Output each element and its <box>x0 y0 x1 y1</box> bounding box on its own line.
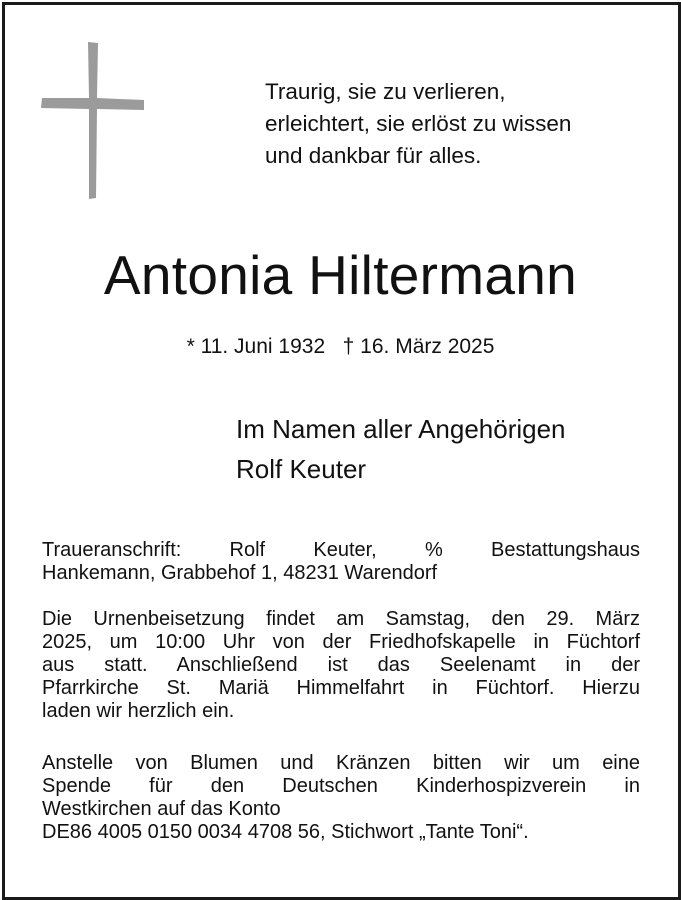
motto-verse <box>265 76 571 172</box>
birth-date: * 11. Juni 1932 <box>186 335 326 358</box>
death-date: † 16. März 2025 <box>342 335 495 358</box>
donation-notice <box>42 752 640 844</box>
motto-line: erleichtert, sie erlöst zu wissen <box>265 111 572 136</box>
mourning-address <box>42 539 640 585</box>
donation-line: Westkirchen auf das Konto <box>42 798 281 820</box>
ceremony-line: Die Urnenbeisetzung findet am Samstag, den 29. März <box>42 608 640 630</box>
motto-line: und dankbar für alles. <box>265 143 482 168</box>
signers-name: Rolf Keuter <box>236 454 367 484</box>
life-dates <box>0 333 681 361</box>
signers-line: Im Namen aller Angehörigen <box>236 414 566 444</box>
ceremony-line: Pfarrkirche St. Mariä Himmelfahrt in Füchtorf. Hierzu <box>42 677 640 699</box>
donation-account-line: DE86 4005 0150 0034 4708 56, Stichwort „Tante Toni“. <box>42 821 529 843</box>
donation-line: Anstelle von Blumen und Kränzen bitten wir um eine <box>42 752 640 774</box>
deceased-name: Antonia Hiltermann <box>103 244 578 306</box>
ceremony-line: 2025, um 10:00 Uhr von der Friedhofskapelle in Füchtorf <box>42 631 640 653</box>
address-line: Traueranschrift: Rolf Keuter, % Bestattungshaus <box>42 539 640 561</box>
ceremony-notice <box>42 608 640 723</box>
cross-icon <box>38 40 148 202</box>
donation-line: Spende für den Deutschen Kinderhospizverein in <box>42 775 640 797</box>
ceremony-line: aus statt. Anschließend ist das Seelenamt in der <box>42 654 640 676</box>
motto-line: Traurig, sie zu verlieren, <box>265 79 506 104</box>
signers <box>236 409 566 489</box>
ceremony-line: laden wir herzlich ein. <box>42 700 235 722</box>
address-line: Hankemann, Grabbehof 1, 48231 Warendorf <box>42 562 438 584</box>
